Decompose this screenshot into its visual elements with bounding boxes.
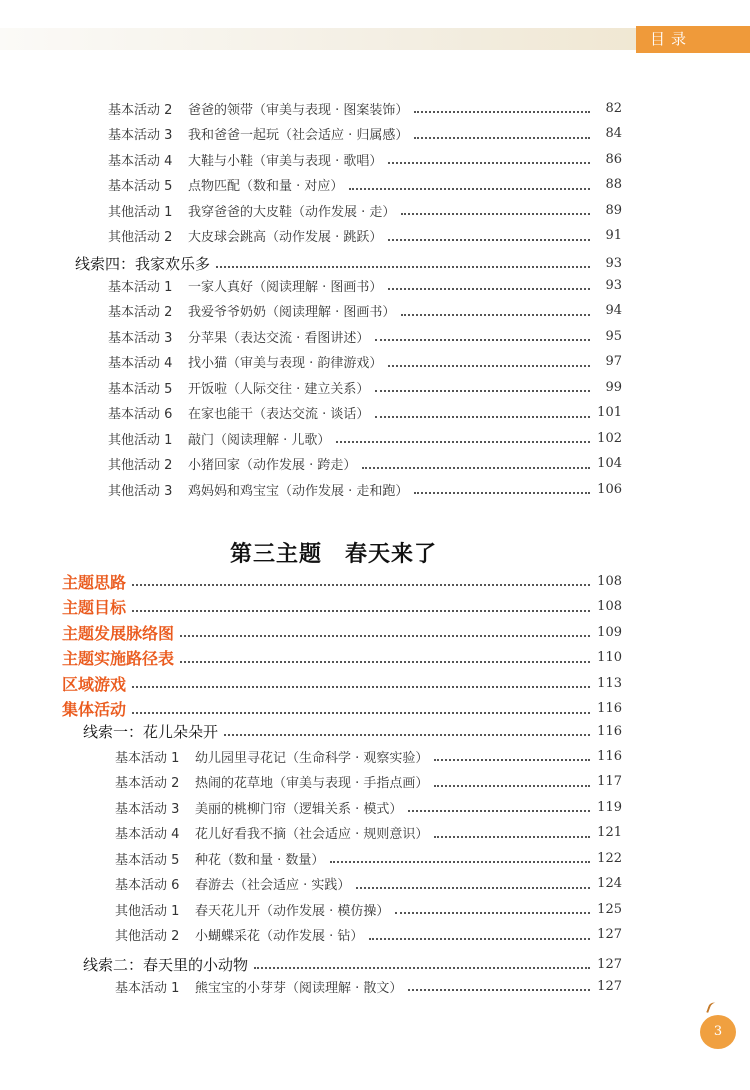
theme-section-heading[interactable]	[62, 596, 622, 618]
activity-category: 基本活动 4	[108, 356, 173, 371]
toc-entry-label	[108, 201, 395, 220]
dot-leader	[180, 661, 590, 663]
activity-category: 基本活动 3	[115, 801, 180, 817]
dot-leader	[414, 492, 590, 494]
toc-entry-label	[115, 823, 428, 842]
page-number: 109	[597, 624, 622, 640]
toc-entry[interactable]	[115, 873, 622, 895]
page-number: 116	[597, 701, 622, 716]
page-number: 127	[597, 956, 622, 972]
toc-entry-label	[108, 301, 395, 320]
dot-leader	[132, 610, 590, 612]
theme-section-heading[interactable]	[62, 621, 622, 643]
header-tab: 目录	[636, 26, 750, 53]
toc-entry[interactable]	[115, 898, 622, 920]
dot-leader	[375, 416, 590, 418]
dot-leader	[388, 365, 590, 367]
activity-title: 小蝴蝶采花（动作发展 · 钻）	[195, 929, 364, 944]
activity-category: 基本活动 2	[115, 776, 180, 791]
dot-leader	[180, 635, 590, 637]
toc-entry-label	[115, 874, 350, 893]
thread-heading-label: 线索二：春天里的小动物	[83, 955, 249, 974]
dot-leader	[408, 989, 590, 991]
activity-title: 找小猫（审美与表现 · 韵律游戏）	[188, 356, 383, 371]
toc-entry-label	[108, 429, 330, 448]
dot-leader	[401, 213, 590, 215]
activity-category: 基本活动 1	[115, 750, 180, 766]
dot-leader	[369, 938, 590, 940]
toc-entry-label	[115, 747, 428, 766]
toc-entry-label	[108, 403, 369, 422]
dot-leader	[388, 162, 590, 164]
activity-title: 大皮球会跳高（动作发展 · 跳跃）	[188, 230, 383, 245]
toc-entry[interactable]	[108, 174, 622, 196]
dot-leader	[434, 785, 590, 787]
dot-leader	[414, 137, 590, 139]
toc-entry[interactable]	[108, 148, 622, 170]
theme-section-heading-label: 主题发展脉络图	[62, 623, 175, 643]
activity-category: 基本活动 1	[115, 980, 180, 996]
toc-entry[interactable]	[108, 478, 622, 500]
activity-title: 美丽的桃柳门帘（逻辑关系 · 模式）	[195, 801, 403, 817]
dot-leader	[375, 390, 590, 392]
activity-title: 我穿爸爸的大皮鞋（动作发展 · 走）	[188, 204, 396, 220]
page-number: 116	[597, 748, 622, 764]
theme-section-heading[interactable]	[62, 672, 622, 694]
theme-section-heading-label: 集体活动	[62, 700, 127, 719]
theme-section-heading-label: 主题思路	[62, 572, 127, 592]
activity-category: 基本活动 6	[108, 407, 173, 422]
page-number: 99	[605, 379, 622, 395]
thread-heading[interactable]	[83, 720, 622, 742]
page-number: 121	[597, 825, 622, 840]
activity-title: 点物匹配（数和量 · 对应）	[188, 179, 344, 194]
page-number: 102	[597, 430, 622, 446]
toc-entry-label	[108, 352, 382, 371]
page-number: 95	[605, 328, 622, 344]
toc-entry-label	[115, 925, 363, 944]
page-number: 97	[605, 354, 622, 369]
dot-leader	[132, 584, 590, 586]
toc-entry[interactable]	[108, 453, 622, 475]
page-number: 124	[597, 876, 622, 891]
theme-title: 第三主题 春天来了	[230, 541, 438, 567]
activity-title: 熊宝宝的小芽芽（阅读理解 · 散文）	[195, 980, 403, 996]
page-number: 122	[597, 850, 622, 866]
activity-title: 大鞋与小鞋（审美与表现 · 歌唱）	[188, 153, 383, 169]
activity-title: 鸡妈妈和鸡宝宝（动作发展 · 走和跑）	[188, 483, 409, 499]
toc-entry[interactable]	[108, 123, 622, 145]
activity-title: 幼儿园里寻花记（生命科学 · 观察实验）	[195, 750, 429, 766]
dot-leader	[362, 467, 590, 469]
theme-section-heading[interactable]	[62, 570, 622, 592]
toc-entry[interactable]	[108, 376, 622, 398]
dot-leader	[330, 861, 590, 863]
activity-title: 种花（数和量 · 数量）	[195, 852, 325, 868]
thread-heading[interactable]	[75, 252, 622, 274]
toc-entry[interactable]	[108, 300, 622, 322]
page-number: 89	[605, 202, 622, 218]
toc-entry[interactable]	[108, 199, 622, 221]
toc-entry-label	[108, 480, 408, 499]
toc-entry-label	[108, 150, 382, 169]
toc-entry-label	[108, 175, 343, 194]
page-number: 110	[597, 650, 622, 665]
dot-leader	[254, 967, 590, 969]
activity-category: 其他活动 1	[115, 903, 180, 919]
dot-leader	[375, 339, 590, 341]
leaf-icon	[706, 1001, 718, 1015]
activity-title: 春天花儿开（动作发展 · 模仿操）	[195, 903, 390, 919]
page-number: 93	[605, 255, 622, 271]
activity-title: 在家也能干（表达交流 · 谈话）	[188, 407, 370, 422]
thread-heading-label: 线索一：花儿朵朵开	[83, 722, 219, 741]
activity-category: 基本活动 2	[108, 102, 173, 118]
activity-category: 基本活动 3	[108, 128, 173, 143]
toc-entry[interactable]	[108, 274, 622, 296]
activity-title: 敲门（阅读理解 · 儿歌）	[188, 432, 331, 448]
toc-entry-label	[108, 327, 369, 346]
page-number: 113	[597, 675, 622, 691]
activity-category: 基本活动 6	[115, 878, 180, 893]
thread-heading-label: 线索四：我家欢乐多	[75, 254, 211, 273]
activity-title: 一家人真好（阅读理解 · 图画书）	[188, 279, 383, 295]
toc-entry[interactable]	[115, 847, 622, 869]
toc-entry[interactable]	[115, 924, 622, 946]
activity-category: 其他活动 1	[108, 204, 173, 220]
dot-leader	[336, 441, 590, 443]
activity-title: 开饭啦（人际交往 · 建立关系）	[188, 381, 370, 397]
thread-heading[interactable]	[83, 953, 622, 975]
page-number: 106	[597, 481, 622, 497]
toc-entry[interactable]	[108, 427, 622, 449]
toc-entry[interactable]	[115, 975, 622, 997]
page-number: 127	[597, 978, 622, 994]
toc-entry[interactable]	[108, 351, 622, 373]
toc-entry[interactable]	[108, 225, 622, 247]
toc-entry-label	[115, 977, 402, 996]
toc-entry[interactable]	[115, 745, 622, 767]
page-number: 119	[597, 799, 622, 815]
activity-title: 分苹果（表达交流 · 看图讲述）	[188, 330, 370, 346]
page-number: 125	[597, 901, 622, 917]
dot-leader	[408, 810, 590, 812]
activity-category: 其他活动 2	[115, 929, 180, 944]
dot-leader	[349, 188, 590, 190]
page-number: 116	[597, 723, 622, 739]
dot-leader	[132, 712, 590, 714]
dot-leader	[401, 314, 590, 316]
activity-title: 春游去（社会适应 · 实践）	[195, 878, 351, 893]
toc-entry[interactable]	[108, 97, 622, 119]
theme-section-heading-label: 主题目标	[62, 598, 127, 617]
activity-category: 其他活动 3	[108, 483, 173, 499]
toc-entry-label	[115, 798, 402, 817]
activity-category: 基本活动 5	[115, 852, 180, 868]
activity-title: 花儿好看我不摘（社会适应 · 规则意识）	[195, 827, 429, 842]
toc-entry-label	[115, 900, 389, 919]
dot-leader	[434, 836, 590, 838]
toc-entry[interactable]	[115, 822, 622, 844]
toc-entry-label	[108, 276, 382, 295]
page-number: 82	[605, 100, 622, 116]
dot-leader	[388, 239, 590, 241]
page-number: 127	[597, 927, 622, 942]
toc-entry-label	[115, 849, 324, 868]
activity-category: 基本活动 1	[108, 279, 173, 295]
dot-leader	[395, 912, 590, 914]
toc-entry[interactable]	[115, 796, 622, 818]
activity-title: 爸爸的领带（审美与表现 · 图案装饰）	[188, 102, 409, 118]
activity-title: 我爱爷爷奶奶（阅读理解 · 图画书）	[188, 305, 396, 320]
toc-entry[interactable]	[115, 771, 622, 793]
activity-category: 基本活动 5	[108, 381, 173, 397]
dot-leader	[224, 734, 590, 736]
toc-entry-label	[108, 99, 408, 118]
dot-leader	[434, 759, 590, 761]
page-number: 94	[605, 303, 622, 318]
page-number: 108	[597, 599, 622, 614]
activity-category: 其他活动 2	[108, 230, 173, 245]
theme-section-heading-label: 主题实施路径表	[62, 649, 175, 668]
toc-entry-label	[115, 772, 428, 791]
toc-entry-label	[108, 124, 408, 143]
activity-category: 其他活动 1	[108, 432, 173, 448]
toc-entry-label	[108, 378, 369, 397]
toc-entry-label	[108, 454, 356, 473]
page-number: 117	[597, 774, 622, 789]
page-number: 84	[605, 126, 622, 141]
theme-section-heading[interactable]	[62, 698, 622, 720]
theme-section-heading-label: 区域游戏	[62, 674, 127, 694]
page-number: 108	[597, 573, 622, 589]
page-number: 101	[597, 405, 622, 420]
dot-leader	[388, 288, 590, 290]
activity-category: 基本活动 5	[108, 179, 173, 194]
toc-entry[interactable]	[108, 402, 622, 424]
activity-category: 基本活动 4	[115, 827, 180, 842]
page-number: 86	[605, 151, 622, 167]
activity-category: 基本活动 4	[108, 153, 173, 169]
activity-title: 我和爸爸一起玩（社会适应 · 归属感）	[188, 128, 409, 143]
toc-entry[interactable]	[108, 325, 622, 347]
dot-leader	[132, 686, 590, 688]
activity-category: 基本活动 3	[108, 330, 173, 346]
dot-leader	[216, 266, 590, 268]
page-number: 104	[597, 456, 622, 471]
activity-category: 基本活动 2	[108, 305, 173, 320]
dot-leader	[414, 111, 590, 113]
page-number-badge: 3	[700, 1015, 736, 1049]
activity-title: 热闹的花草地（审美与表现 · 手指点画）	[195, 776, 429, 791]
page-number: 93	[605, 277, 622, 293]
activity-title: 小猪回家（动作发展 · 跨走）	[188, 458, 357, 473]
page-number: 88	[605, 177, 622, 192]
theme-section-heading[interactable]	[62, 647, 622, 669]
activity-category: 其他活动 2	[108, 458, 173, 473]
dot-leader	[356, 887, 590, 889]
page-number: 91	[605, 228, 622, 243]
toc-entry-label	[108, 226, 382, 245]
